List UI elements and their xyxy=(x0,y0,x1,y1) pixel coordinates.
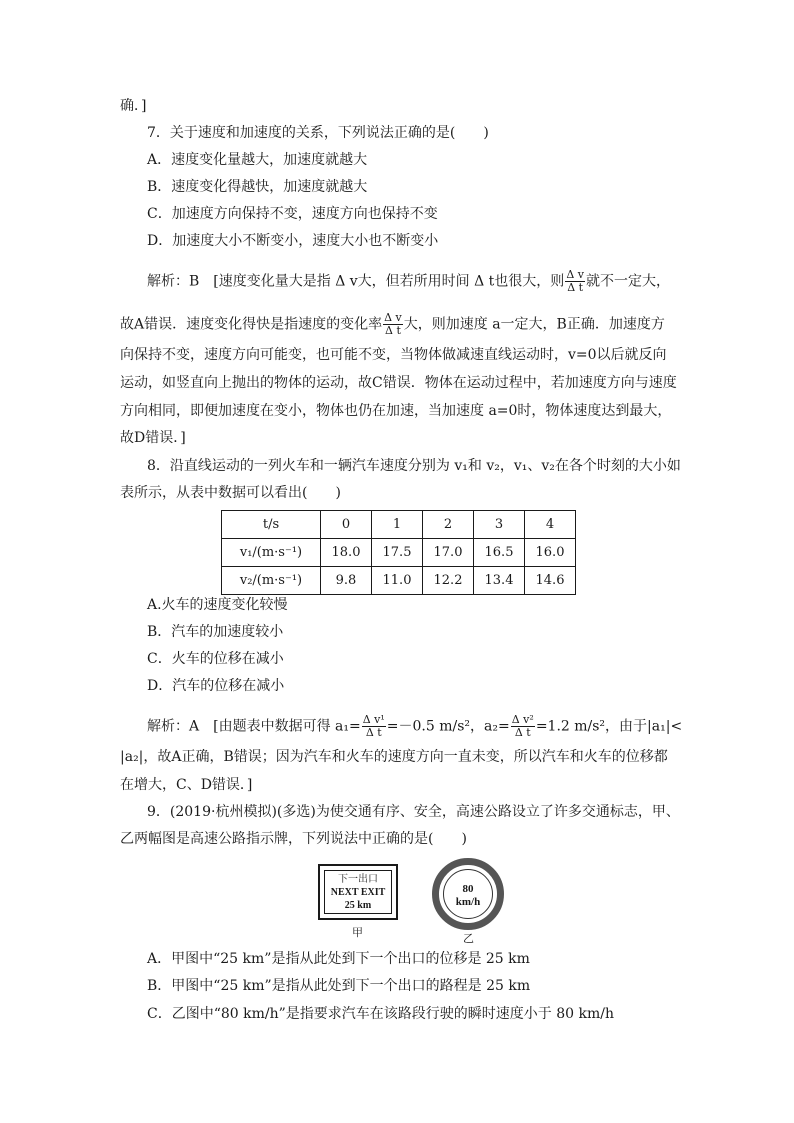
table-cell: 16.5 xyxy=(474,539,525,567)
frac-denominator: Δ t xyxy=(514,726,531,739)
table-row xyxy=(222,539,576,567)
q7-option-a: A．速度变化量越大，加速度就越大 xyxy=(147,152,368,168)
q7-fraction xyxy=(383,312,403,337)
q9-option-c: C．乙图中“80 km/h”是指要求汽车在该路段行驶的瞬时速度小于 80 km/h xyxy=(147,1006,614,1022)
frac-numerator: Δ v xyxy=(384,311,402,324)
frac-denominator: Δ t xyxy=(385,324,401,337)
q7-option-d: D．加速度大小不断变小，速度大小也不断变小 xyxy=(147,233,439,249)
frac-numerator: Δ v xyxy=(566,268,584,281)
speed-limit-value: 80 xyxy=(462,883,474,895)
q8-analysis-text: =1.2 m/s²，由于|a₁|< xyxy=(535,718,683,735)
q9-stem-line2: 乙两幅图是高速公路指示牌，下列说法中正确的是( ) xyxy=(120,831,467,847)
q8-analysis-line3: 在增大，C、D错误．] xyxy=(120,777,253,793)
q9-option-b: B．甲图中“25 km”是指从此处到下一个出口的路程是 25 km xyxy=(147,978,531,994)
q7-fraction xyxy=(565,269,585,294)
table-row xyxy=(222,567,576,595)
table-header-cell: 1 xyxy=(372,511,423,539)
q8-option-c: C．火车的位移在减小 xyxy=(147,651,284,667)
q8-fraction-a2 xyxy=(511,714,535,739)
table-header-row xyxy=(222,511,576,539)
table-header-cell: 2 xyxy=(423,511,474,539)
speed-table xyxy=(221,510,576,595)
frac-numerator: Δ v² xyxy=(511,713,534,726)
q7-analysis-line5: 方向相同，即便加速度在变小，物体也仍在加速，当加速度 a=0时，物体速度达到最大， xyxy=(120,403,672,419)
q7-stem: 7．关于速度和加速度的关系，下列说法正确的是( ) xyxy=(147,125,489,141)
sign-caption-jia: 甲 xyxy=(352,926,363,939)
table-cell: 17.0 xyxy=(423,539,474,567)
q9-stem-line1: 9．(2019·杭州模拟)(多选)为使交通有序、安全，高速公路设立了许多交通标志，甲、 xyxy=(147,804,680,820)
table-cell: 11.0 xyxy=(372,567,423,595)
table-cell: v₂/(m·s⁻¹) xyxy=(222,567,321,595)
q8-stem-line1: 8．沿直线运动的一列火车和一辆汽车速度分别为 v₁和 v₂，v₁、v₂在各个时刻的大小如 xyxy=(147,458,681,474)
frac-denominator: Δ t xyxy=(365,726,382,739)
table-header-cell: 4 xyxy=(525,511,576,539)
q8-fraction-a1 xyxy=(362,714,386,739)
table-header-cell: 3 xyxy=(474,511,525,539)
q9-option-a: A．甲图中“25 km”是指从此处到下一个出口的位移是 25 km xyxy=(147,951,530,967)
table-cell: 17.5 xyxy=(372,539,423,567)
table-header-cell: 0 xyxy=(321,511,372,539)
q8-analysis-text: =－0.5 m/s²，a₂= xyxy=(386,718,510,735)
frac-numerator: Δ v¹ xyxy=(362,713,385,726)
exit-sign-line3: 25 km xyxy=(344,900,372,911)
q8-analysis-line2: |a₂|，故A正确，B错误；因为汽车和火车的速度方向一直未变，所以汽车和火车的位移都 xyxy=(120,749,668,765)
q7-option-c: C．加速度方向保持不变，速度方向也保持不变 xyxy=(147,206,438,222)
frac-denominator: Δ t xyxy=(567,281,584,294)
q8-option-d: D．汽车的位移在减小 xyxy=(147,678,285,694)
q8-analysis-text: 解析：A [由题表中数据可得 a₁= xyxy=(147,718,361,735)
speed-limit-unit: km/h xyxy=(455,896,481,908)
q7-analysis-text: 故A错误．速度变化得快是指速度的变化率 xyxy=(120,316,383,333)
q7-analysis-line4: 运动，如竖直向上抛出的物体的运动，故C错误．物体在运动过程中，若加速度方向与速度 xyxy=(120,375,677,391)
table-cell: 14.6 xyxy=(525,567,576,595)
exit-sign xyxy=(318,864,398,920)
q8-option-b: B．汽车的加速度较小 xyxy=(147,624,284,640)
sign-caption-yi: 乙 xyxy=(463,932,474,945)
table-cell: 13.4 xyxy=(474,567,525,595)
top-fragment: 确．] xyxy=(120,98,147,114)
table-header-cell: t/s xyxy=(222,511,321,539)
table-cell: 18.0 xyxy=(321,539,372,567)
q8-analysis-line1 xyxy=(147,714,682,739)
q7-analysis-line2 xyxy=(120,312,665,337)
q7-option-b: B．速度变化得越快，加速度就越大 xyxy=(147,179,368,195)
table-cell: 9.8 xyxy=(321,567,372,595)
exit-sign-line1: 下一出口 xyxy=(338,874,378,885)
exit-sign-face xyxy=(324,870,392,914)
q7-analysis-text: 就不一定大， xyxy=(585,273,670,290)
exit-sign-line2: NEXT EXIT xyxy=(330,887,386,898)
q7-analysis-line3: 向保持不变，速度方向可能变，也可能不变，当物体做减速直线运动时，v=0以后就反向 xyxy=(120,347,667,363)
speed-limit-sign xyxy=(432,858,504,930)
q7-analysis-text: 大，则加速度 a一定大，B正确．加速度方 xyxy=(403,316,665,333)
table-cell: 12.2 xyxy=(423,567,474,595)
q8-option-a: A.火车的速度变化较慢 xyxy=(147,597,288,613)
q7-analysis-line1 xyxy=(147,269,670,294)
q8-stem-line2: 表所示，从表中数据可以看出( ) xyxy=(120,485,341,501)
speed-limit-sign-face xyxy=(443,869,493,919)
q7-analysis-line6: 故D错误．] xyxy=(120,430,186,446)
table-cell: 16.0 xyxy=(525,539,576,567)
table-cell: v₁/(m·s⁻¹) xyxy=(222,539,321,567)
q7-analysis-text: 解析：B [速度变化量大是指 Δ v大，但若所用时间 Δ t也很大，则 xyxy=(147,273,565,290)
